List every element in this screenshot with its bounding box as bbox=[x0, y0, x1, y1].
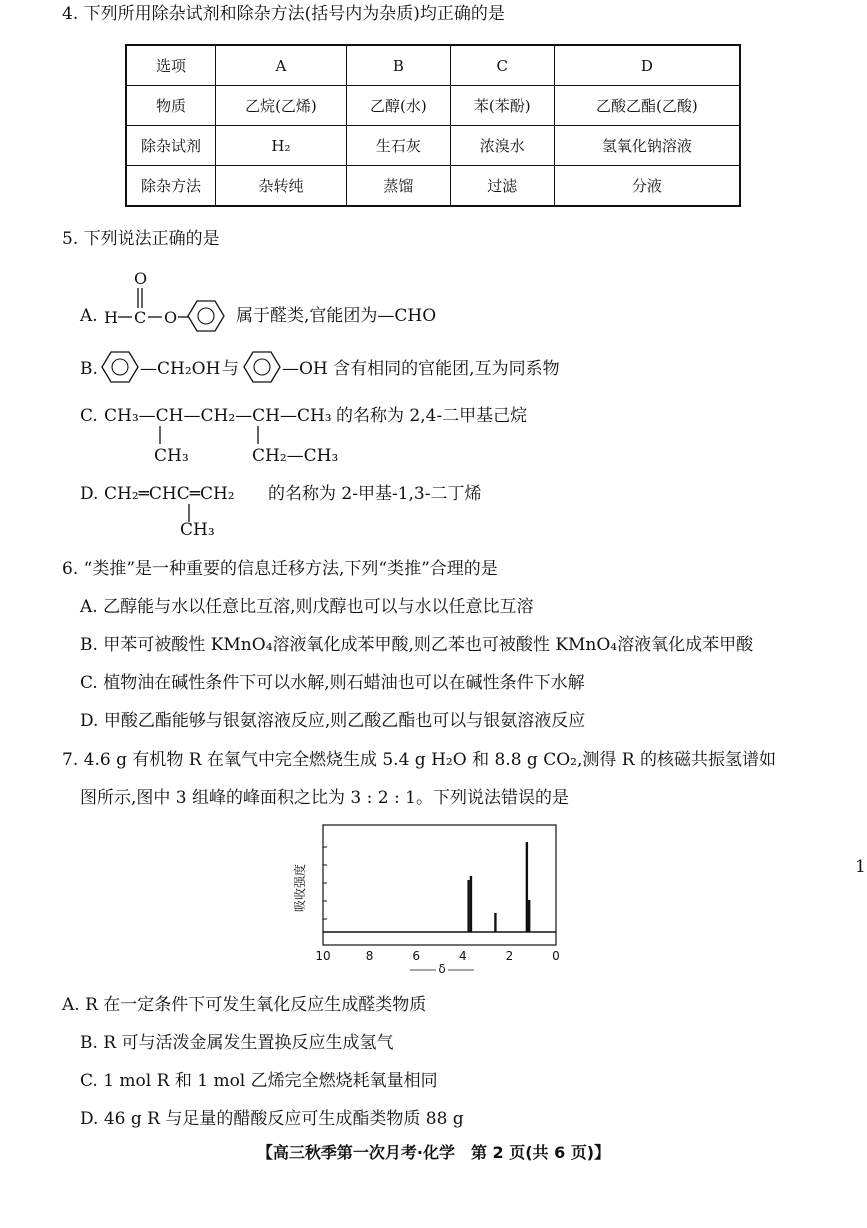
nmr-x-tick-label: 8 bbox=[365, 949, 374, 963]
nmr-xlabel: δ bbox=[438, 962, 446, 976]
q7-option-b: B. R 可与活泼金属发生置换反应生成氢气 bbox=[80, 1033, 394, 1053]
table-cell: D bbox=[554, 45, 740, 86]
q5-option-d-text: 的名称为 2-甲基-1,3-二丁烯 bbox=[268, 484, 482, 504]
table-cell: 杂转纯 bbox=[216, 166, 347, 207]
q5-option-c-text: 的名称为 2,4-二甲基己烷 bbox=[336, 406, 528, 426]
nmr-x-tick-label: 0 bbox=[552, 949, 560, 963]
nmr-peak bbox=[528, 900, 530, 932]
q5-a-O: O bbox=[164, 308, 178, 327]
nmr-x-tick-label: 10 bbox=[315, 949, 331, 963]
q5-option-c-label: C. bbox=[80, 406, 98, 426]
table-cell: C bbox=[450, 45, 554, 86]
table-row bbox=[126, 126, 740, 166]
table-cell: 分液 bbox=[554, 166, 740, 207]
q7-option-c: C. 1 mol R 和 1 mol 乙烯完全燃烧耗氧量相同 bbox=[80, 1071, 438, 1091]
q6-stem: 6. “类推”是一种重要的信息迁移方法,下列“类推”合理的是 bbox=[62, 559, 498, 579]
nmr-x-tick-label: 4 bbox=[458, 949, 467, 963]
nmr-spectrum-chart bbox=[290, 818, 580, 980]
nmr-ylabel: 吸收强度 bbox=[293, 863, 307, 913]
q5-d-main-chain: CH₂═CHC═CH₂ bbox=[104, 484, 235, 504]
q7-option-a: A. R 在一定条件下可发生氧化反应生成醛类物质 bbox=[62, 995, 427, 1015]
q5-option-a-text: 属于醛类,官能团为—CHO bbox=[236, 306, 437, 326]
table-cell: H₂ bbox=[216, 126, 347, 166]
nmr-peak bbox=[494, 913, 496, 932]
q5-c-branch-ethyl: CH₂—CH₃ bbox=[252, 446, 339, 466]
q4-stem: 4. 下列所用除杂试剂和除杂方法(括号内为杂质)均正确的是 bbox=[62, 4, 505, 24]
q5-c-branch-bonds bbox=[150, 426, 350, 448]
table-cell: 浓溴水 bbox=[450, 126, 554, 166]
nmr-peak bbox=[467, 880, 469, 932]
q5-option-a-label: A. bbox=[80, 306, 98, 326]
q5-a-C: C bbox=[134, 308, 147, 327]
q5-stem: 5. 下列说法正确的是 bbox=[62, 229, 220, 249]
q5-b-benzene-1 bbox=[100, 348, 140, 386]
table-cell: 乙烷(乙烯) bbox=[216, 86, 347, 126]
q5-c-branch-ch3: CH₃ bbox=[154, 446, 189, 466]
table-row-header: 选项 bbox=[126, 45, 216, 86]
table-cell: 蒸馏 bbox=[346, 166, 450, 207]
q5-option-b-text: —OH 含有相同的官能团,互为同系物 bbox=[282, 359, 560, 379]
table-cell: 氢氧化钠溶液 bbox=[554, 126, 740, 166]
table-row-header: 物质 bbox=[126, 86, 216, 126]
q6-option-c: C. 植物油在碱性条件下可以水解,则石蜡油也可以在碱性条件下水解 bbox=[80, 673, 585, 693]
table-cell: B bbox=[346, 45, 450, 86]
q6-option-d: D. 甲酸乙酯能够与银氨溶液反应,则乙酸乙酯也可以与银氨溶液反应 bbox=[80, 711, 586, 731]
q5-b-benzene-2 bbox=[242, 348, 282, 386]
table-row bbox=[126, 166, 740, 207]
q5-option-d-label: D. bbox=[80, 484, 99, 504]
table-row-header: 除杂试剂 bbox=[126, 126, 216, 166]
q7-option-d: D. 46 g R 与足量的醋酸反应可生成酯类物质 88 g bbox=[80, 1109, 464, 1129]
table-cell: 乙酸乙酯(乙酸) bbox=[554, 86, 740, 126]
q4-option-table bbox=[125, 44, 741, 207]
table-row bbox=[126, 45, 740, 86]
q7-stem-line-2: 图所示,图中 3 组峰的峰面积之比为 3 : 2 : 1。下列说法错误的是 bbox=[80, 788, 569, 808]
table-cell: 乙醇(水) bbox=[346, 86, 450, 126]
nmr-x-tick-label: 6 bbox=[412, 949, 421, 963]
q5-a-H: H bbox=[104, 308, 118, 327]
q5-a-O-top: O bbox=[134, 269, 148, 288]
table-row bbox=[126, 86, 740, 126]
table-cell: 生石灰 bbox=[346, 126, 450, 166]
nmr-peak bbox=[470, 876, 472, 932]
q5-c-main-chain: CH₃—CH—CH₂—CH—CH₃ bbox=[104, 406, 332, 426]
table-row-header: 除杂方法 bbox=[126, 166, 216, 207]
nmr-x-tick-label: 2 bbox=[505, 949, 514, 963]
table-cell: 过滤 bbox=[450, 166, 554, 207]
q5-b-ch2oh: —CH₂OH bbox=[140, 359, 221, 379]
q6-option-a: A. 乙醇能与水以任意比互溶,则戊醇也可以与水以任意比互溶 bbox=[80, 597, 534, 617]
q5-option-b-label: B. bbox=[80, 359, 98, 379]
page-footer: 【高三秋季第一次月考·化学 第 2 页(共 6 页)】 bbox=[256, 1143, 611, 1162]
table-cell: A bbox=[216, 45, 347, 86]
q6-option-b: B. 甲苯可被酸性 KMnO₄溶液氧化成苯甲酸,则乙苯也可被酸性 KMnO₄溶液氧化成苯甲酸 bbox=[80, 635, 754, 655]
table-cell: 苯(苯酚) bbox=[450, 86, 554, 126]
q7-stem-line-1: 7. 4.6 g 有机物 R 在氧气中完全燃烧生成 5.4 g H₂O 和 8.8 g CO₂,测得 R 的核磁共振氢谱如 bbox=[62, 750, 776, 770]
margin-mark: 1 bbox=[855, 857, 866, 877]
q5-d-branch-ch3: CH₃ bbox=[180, 520, 215, 540]
q5-b-with: 与 bbox=[222, 359, 239, 379]
nmr-peak bbox=[526, 842, 528, 932]
q5-a-structure bbox=[100, 262, 240, 332]
